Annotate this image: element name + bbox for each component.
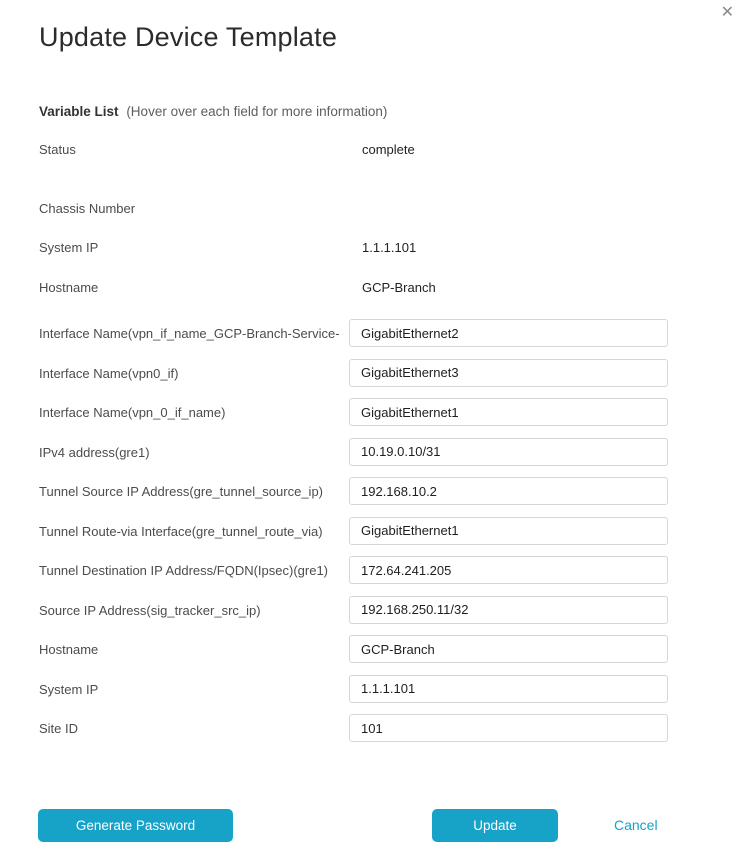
field-label: Chassis Number [39,200,136,216]
field-label: Status [39,142,76,157]
close-icon[interactable]: ✕ [720,4,734,21]
variable-row [39,477,752,505]
field-input[interactable] [349,596,668,624]
field-input[interactable] [349,359,668,387]
field-input[interactable] [349,556,668,584]
variable-row [39,635,752,663]
variable-row [39,438,752,466]
variable-row [39,359,752,387]
variable-row [39,319,752,347]
generate-password-button[interactable]: Generate Password [38,809,233,842]
field-input[interactable] [349,517,668,545]
variable-row [39,517,752,545]
field-label: Tunnel Route-via Interface(gre_tunnel_route_via) [39,523,323,539]
field-input[interactable] [349,675,668,703]
field-input[interactable] [349,319,668,347]
cancel-button[interactable]: Cancel [614,817,658,833]
dialog-title: Update Device Template [39,22,338,52]
update-button[interactable]: Update [432,809,558,842]
field-label: IPv4 address(gre1) [39,444,150,460]
variable-row [39,596,752,624]
field-input[interactable] [349,438,668,466]
static-variable-list [39,140,752,317]
field-input[interactable] [349,477,668,505]
variable-list-heading-row [39,103,752,120]
field-value: complete [362,142,415,157]
static-row [39,238,752,278]
variable-list-note: (Hover over each field for more information) [126,104,388,119]
field-input[interactable] [349,398,668,426]
static-row [39,140,752,180]
field-label: System IP [39,681,99,697]
field-label: Tunnel Destination IP Address/FQDN(Ipsec)(gre1) [39,563,329,578]
field-label: Hostname [39,279,99,295]
field-label: Hostname [39,642,99,657]
field-label: Source IP Address(sig_tracker_src_ip) [39,602,261,618]
variable-row [39,398,752,426]
field-label: Tunnel Source IP Address(gre_tunnel_source_ip) [39,484,324,499]
field-input[interactable] [349,714,668,742]
field-value: 1.1.1.101 [362,240,417,255]
field-value: GCP-Branch [362,279,436,295]
field-label: Interface Name(vpn_if_name_GCP-Branch-Service- [39,326,340,341]
static-row [39,278,752,318]
variable-row [39,556,752,584]
field-label: Interface Name(vpn0_if) [39,365,179,381]
field-label: Interface Name(vpn_0_if_name) [39,405,226,420]
field-label: System IP [39,240,99,255]
variable-list-heading: Variable List [39,104,119,119]
field-input[interactable] [349,635,668,663]
variable-row [39,675,752,703]
editable-variable-list [39,319,752,742]
dialog-footer [39,809,752,842]
variable-row [39,714,752,742]
static-row [39,199,752,239]
field-label: Site ID [39,721,79,736]
